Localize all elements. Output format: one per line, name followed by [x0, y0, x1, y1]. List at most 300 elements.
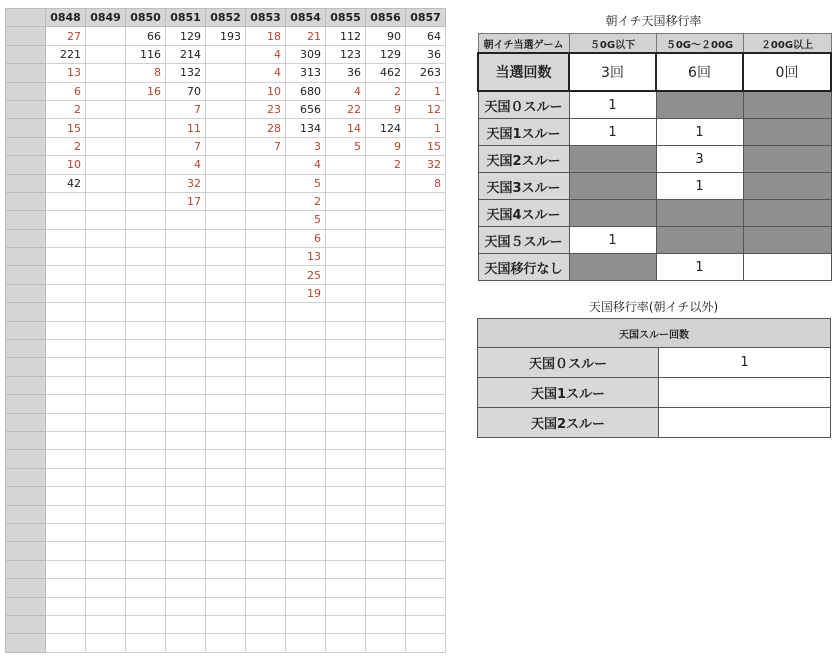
grid-cell[interactable]: 8 [126, 64, 166, 82]
grid-cell[interactable]: 15 [46, 119, 86, 137]
grid-cell[interactable] [46, 321, 86, 339]
grid-cell[interactable]: 7 [166, 137, 206, 155]
grid-cell[interactable] [86, 523, 126, 541]
table2-cell[interactable] [659, 408, 831, 438]
grid-cell[interactable] [246, 321, 286, 339]
grid-cell[interactable] [206, 303, 246, 321]
grid-cell[interactable]: 6 [286, 229, 326, 247]
grid-cell[interactable] [206, 100, 246, 118]
row-header[interactable] [6, 358, 46, 376]
grid-cell[interactable] [166, 450, 206, 468]
column-header[interactable]: 0849 [86, 9, 126, 27]
grid-cell[interactable] [326, 284, 366, 302]
grid-cell[interactable] [126, 542, 166, 560]
grid-cell[interactable] [366, 211, 406, 229]
table1-cell[interactable] [743, 254, 831, 281]
grid-cell[interactable] [166, 413, 206, 431]
grid-cell[interactable] [86, 615, 126, 633]
grid-cell[interactable] [366, 505, 406, 523]
grid-cell[interactable] [326, 487, 366, 505]
grid-cell[interactable] [326, 615, 366, 633]
table1-cell[interactable] [569, 200, 656, 227]
row-header[interactable] [6, 450, 46, 468]
grid-cell[interactable] [86, 229, 126, 247]
row-header[interactable] [6, 542, 46, 560]
grid-cell[interactable] [246, 211, 286, 229]
grid-cell[interactable]: 36 [326, 64, 366, 82]
grid-cell[interactable] [286, 634, 326, 652]
grid-cell[interactable]: 4 [326, 82, 366, 100]
grid-cell[interactable] [86, 156, 126, 174]
grid-cell[interactable] [366, 284, 406, 302]
grid-cell[interactable] [166, 487, 206, 505]
grid-cell[interactable] [86, 376, 126, 394]
column-header[interactable]: 0857 [406, 9, 446, 27]
grid-cell[interactable] [86, 597, 126, 615]
grid-cell[interactable] [326, 560, 366, 578]
grid-cell[interactable]: 13 [286, 248, 326, 266]
grid-cell[interactable] [46, 597, 86, 615]
grid-cell[interactable] [206, 615, 246, 633]
grid-cell[interactable] [86, 303, 126, 321]
grid-cell[interactable] [46, 358, 86, 376]
grid-cell[interactable] [246, 523, 286, 541]
table1-cell[interactable] [656, 200, 743, 227]
grid-cell[interactable] [286, 523, 326, 541]
row-header[interactable] [6, 487, 46, 505]
grid-cell[interactable]: 4 [246, 45, 286, 63]
grid-cell[interactable] [126, 431, 166, 449]
grid-cell[interactable]: 193 [206, 27, 246, 45]
grid-cell[interactable] [366, 487, 406, 505]
grid-cell[interactable]: 66 [126, 27, 166, 45]
grid-cell[interactable]: 16 [126, 82, 166, 100]
grid-cell[interactable] [286, 560, 326, 578]
grid-cell[interactable] [286, 615, 326, 633]
grid-cell[interactable]: 214 [166, 45, 206, 63]
grid-cell[interactable] [46, 229, 86, 247]
grid-cell[interactable] [366, 303, 406, 321]
grid-cell[interactable] [326, 597, 366, 615]
row-header[interactable] [6, 560, 46, 578]
grid-cell[interactable] [326, 523, 366, 541]
column-header[interactable]: 0852 [206, 9, 246, 27]
grid-cell[interactable]: 23 [246, 100, 286, 118]
grid-cell[interactable]: 90 [366, 27, 406, 45]
row-header[interactable] [6, 45, 46, 63]
grid-cell[interactable] [286, 340, 326, 358]
grid-cell[interactable] [406, 248, 446, 266]
grid-cell[interactable] [86, 413, 126, 431]
grid-cell[interactable] [246, 156, 286, 174]
grid-cell[interactable] [126, 358, 166, 376]
grid-cell[interactable] [46, 376, 86, 394]
grid-cell[interactable] [86, 192, 126, 210]
grid-cell[interactable] [206, 174, 246, 192]
grid-cell[interactable] [166, 560, 206, 578]
grid-cell[interactable] [126, 137, 166, 155]
grid-cell[interactable] [406, 579, 446, 597]
grid-cell[interactable] [246, 303, 286, 321]
grid-cell[interactable]: 27 [46, 27, 86, 45]
grid-cell[interactable] [326, 229, 366, 247]
grid-cell[interactable]: 28 [246, 119, 286, 137]
grid-cell[interactable] [326, 431, 366, 449]
grid-cell[interactable] [126, 376, 166, 394]
grid-cell[interactable] [126, 560, 166, 578]
grid-cell[interactable] [46, 615, 86, 633]
grid-cell[interactable] [126, 395, 166, 413]
grid-cell[interactable] [46, 560, 86, 578]
grid-cell[interactable] [46, 266, 86, 284]
grid-cell[interactable] [166, 303, 206, 321]
column-header[interactable]: 0853 [246, 9, 286, 27]
grid-cell[interactable]: 19 [286, 284, 326, 302]
grid-cell[interactable] [206, 431, 246, 449]
grid-cell[interactable] [406, 431, 446, 449]
grid-cell[interactable] [406, 634, 446, 652]
table1-cell[interactable] [743, 146, 831, 173]
grid-cell[interactable] [366, 450, 406, 468]
row-header[interactable] [6, 505, 46, 523]
grid-cell[interactable]: 5 [326, 137, 366, 155]
row-header[interactable] [6, 303, 46, 321]
row-header[interactable] [6, 413, 46, 431]
grid-cell[interactable]: 15 [406, 137, 446, 155]
grid-cell[interactable] [206, 358, 246, 376]
grid-cell[interactable] [126, 579, 166, 597]
grid-cell[interactable] [406, 266, 446, 284]
grid-cell[interactable] [206, 229, 246, 247]
grid-cell[interactable] [246, 192, 286, 210]
row-header[interactable] [6, 248, 46, 266]
grid-cell[interactable] [126, 413, 166, 431]
row-header[interactable] [6, 615, 46, 633]
grid-cell[interactable] [126, 321, 166, 339]
grid-cell[interactable] [166, 505, 206, 523]
grid-cell[interactable] [166, 523, 206, 541]
grid-cell[interactable]: 36 [406, 45, 446, 63]
grid-cell[interactable] [86, 579, 126, 597]
grid-cell[interactable] [206, 395, 246, 413]
grid-cell[interactable] [326, 413, 366, 431]
grid-cell[interactable] [126, 156, 166, 174]
grid-cell[interactable] [86, 137, 126, 155]
grid-cell[interactable]: 1 [406, 119, 446, 137]
grid-cell[interactable] [126, 468, 166, 486]
grid-cell[interactable] [326, 266, 366, 284]
grid-cell[interactable] [406, 229, 446, 247]
grid-cell[interactable] [326, 376, 366, 394]
table1-cell[interactable]: 1 [569, 227, 656, 254]
grid-cell[interactable] [126, 303, 166, 321]
grid-cell[interactable] [86, 82, 126, 100]
grid-cell[interactable] [366, 376, 406, 394]
grid-cell[interactable] [206, 45, 246, 63]
grid-cell[interactable]: 1 [406, 82, 446, 100]
grid-cell[interactable] [246, 505, 286, 523]
grid-cell[interactable] [406, 395, 446, 413]
column-header[interactable]: 0855 [326, 9, 366, 27]
grid-cell[interactable]: 5 [286, 174, 326, 192]
grid-cell[interactable]: 13 [46, 64, 86, 82]
grid-cell[interactable] [86, 395, 126, 413]
grid-cell[interactable]: 14 [326, 119, 366, 137]
grid-cell[interactable]: 123 [326, 45, 366, 63]
grid-cell[interactable] [166, 321, 206, 339]
grid-cell[interactable] [46, 505, 86, 523]
grid-cell[interactable] [166, 266, 206, 284]
row-header[interactable] [6, 284, 46, 302]
grid-cell[interactable] [406, 523, 446, 541]
grid-cell[interactable] [166, 358, 206, 376]
grid-cell[interactable] [206, 284, 246, 302]
grid-cell[interactable] [406, 303, 446, 321]
column-header[interactable]: 0851 [166, 9, 206, 27]
grid-cell[interactable] [366, 468, 406, 486]
grid-cell[interactable] [206, 340, 246, 358]
grid-cell[interactable] [206, 321, 246, 339]
grid-cell[interactable] [366, 266, 406, 284]
grid-cell[interactable] [366, 358, 406, 376]
grid-cell[interactable] [326, 395, 366, 413]
grid-cell[interactable] [126, 487, 166, 505]
grid-cell[interactable] [246, 413, 286, 431]
grid-cell[interactable] [246, 487, 286, 505]
grid-cell[interactable] [286, 358, 326, 376]
grid-cell[interactable] [166, 468, 206, 486]
grid-cell[interactable] [206, 82, 246, 100]
grid-cell[interactable] [126, 505, 166, 523]
grid-cell[interactable]: 42 [46, 174, 86, 192]
table2-cell[interactable] [659, 378, 831, 408]
grid-cell[interactable] [86, 560, 126, 578]
wins-cell[interactable]: 6回 [656, 53, 743, 91]
grid-cell[interactable] [126, 615, 166, 633]
grid-cell[interactable]: 70 [166, 82, 206, 100]
grid-cell[interactable] [126, 340, 166, 358]
grid-cell[interactable] [126, 119, 166, 137]
grid-cell[interactable] [326, 174, 366, 192]
grid-cell[interactable] [366, 192, 406, 210]
table1-cell[interactable]: 1 [569, 119, 656, 146]
grid-cell[interactable] [46, 468, 86, 486]
grid-cell[interactable] [166, 211, 206, 229]
grid-cell[interactable] [406, 211, 446, 229]
grid-cell[interactable]: 64 [406, 27, 446, 45]
row-header[interactable] [6, 192, 46, 210]
grid-cell[interactable] [86, 634, 126, 652]
grid-cell[interactable] [86, 211, 126, 229]
grid-cell[interactable] [326, 303, 366, 321]
grid-cell[interactable] [406, 284, 446, 302]
grid-cell[interactable] [206, 119, 246, 137]
row-header[interactable] [6, 321, 46, 339]
grid-cell[interactable] [206, 505, 246, 523]
grid-cell[interactable]: 134 [286, 119, 326, 137]
grid-cell[interactable] [406, 487, 446, 505]
grid-cell[interactable]: 21 [286, 27, 326, 45]
grid-cell[interactable] [206, 468, 246, 486]
grid-cell[interactable] [166, 579, 206, 597]
grid-cell[interactable] [326, 340, 366, 358]
table1-cell[interactable] [656, 227, 743, 254]
grid-cell[interactable] [166, 634, 206, 652]
row-header[interactable] [6, 211, 46, 229]
grid-cell[interactable]: 25 [286, 266, 326, 284]
grid-cell[interactable] [326, 579, 366, 597]
grid-cell[interactable] [246, 358, 286, 376]
grid-cell[interactable] [206, 523, 246, 541]
table1-cell[interactable]: 1 [656, 119, 743, 146]
grid-cell[interactable] [86, 266, 126, 284]
grid-cell[interactable] [86, 321, 126, 339]
grid-cell[interactable] [46, 303, 86, 321]
grid-cell[interactable] [206, 542, 246, 560]
grid-cell[interactable] [166, 376, 206, 394]
table1-cell[interactable] [743, 227, 831, 254]
grid-cell[interactable] [166, 597, 206, 615]
grid-cell[interactable]: 10 [46, 156, 86, 174]
grid-cell[interactable]: 7 [166, 100, 206, 118]
grid-cell[interactable] [86, 468, 126, 486]
grid-cell[interactable] [366, 560, 406, 578]
grid-cell[interactable]: 656 [286, 100, 326, 118]
row-header[interactable] [6, 597, 46, 615]
table1-cell[interactable]: 1 [569, 91, 656, 119]
grid-cell[interactable] [86, 64, 126, 82]
row-header[interactable] [6, 174, 46, 192]
grid-cell[interactable] [46, 523, 86, 541]
column-header[interactable]: 0854 [286, 9, 326, 27]
table1-cell[interactable] [743, 119, 831, 146]
grid-cell[interactable] [406, 560, 446, 578]
grid-cell[interactable] [166, 248, 206, 266]
grid-cell[interactable] [246, 450, 286, 468]
grid-cell[interactable] [86, 505, 126, 523]
grid-cell[interactable]: 2 [286, 192, 326, 210]
grid-cell[interactable] [46, 542, 86, 560]
grid-cell[interactable]: 5 [286, 211, 326, 229]
grid-cell[interactable] [326, 450, 366, 468]
grid-cell[interactable] [406, 340, 446, 358]
grid-cell[interactable] [286, 487, 326, 505]
grid-cell[interactable] [86, 174, 126, 192]
grid-cell[interactable]: 2 [46, 137, 86, 155]
grid-cell[interactable] [126, 100, 166, 118]
table1-cell[interactable] [743, 173, 831, 200]
grid-cell[interactable]: 6 [46, 82, 86, 100]
grid-cell[interactable] [86, 45, 126, 63]
grid-cell[interactable] [46, 192, 86, 210]
grid-cell[interactable]: 12 [406, 100, 446, 118]
grid-cell[interactable] [206, 634, 246, 652]
grid-cell[interactable] [366, 579, 406, 597]
grid-cell[interactable] [46, 579, 86, 597]
grid-cell[interactable] [406, 321, 446, 339]
row-header[interactable] [6, 266, 46, 284]
grid-cell[interactable] [46, 431, 86, 449]
grid-cell[interactable] [366, 321, 406, 339]
grid-cell[interactable] [286, 395, 326, 413]
wins-cell[interactable]: 3回 [569, 53, 656, 91]
grid-cell[interactable]: 116 [126, 45, 166, 63]
grid-cell[interactable]: 221 [46, 45, 86, 63]
grid-cell[interactable] [366, 413, 406, 431]
grid-cell[interactable] [366, 174, 406, 192]
table1-cell[interactable] [569, 146, 656, 173]
grid-cell[interactable] [286, 542, 326, 560]
table1-cell[interactable] [743, 91, 831, 119]
grid-cell[interactable] [86, 284, 126, 302]
grid-cell[interactable] [126, 284, 166, 302]
grid-cell[interactable] [246, 634, 286, 652]
row-header[interactable] [6, 523, 46, 541]
grid-cell[interactable]: 4 [286, 156, 326, 174]
grid-cell[interactable] [286, 450, 326, 468]
table1-cell[interactable]: 1 [656, 254, 743, 281]
grid-cell[interactable]: 22 [326, 100, 366, 118]
grid-cell[interactable] [166, 431, 206, 449]
grid-cell[interactable] [166, 229, 206, 247]
grid-cell[interactable] [406, 450, 446, 468]
table2-cell[interactable]: 1 [659, 348, 831, 378]
grid-cell[interactable] [86, 27, 126, 45]
grid-cell[interactable] [406, 376, 446, 394]
grid-cell[interactable] [286, 468, 326, 486]
grid-cell[interactable]: 263 [406, 64, 446, 82]
grid-cell[interactable] [166, 395, 206, 413]
column-header[interactable]: 0856 [366, 9, 406, 27]
grid-cell[interactable] [206, 156, 246, 174]
grid-cell[interactable]: 9 [366, 137, 406, 155]
table1-cell[interactable] [569, 254, 656, 281]
grid-cell[interactable] [246, 284, 286, 302]
grid-cell[interactable] [206, 450, 246, 468]
grid-cell[interactable] [406, 358, 446, 376]
grid-cell[interactable] [126, 192, 166, 210]
grid-cell[interactable] [126, 174, 166, 192]
grid-cell[interactable] [46, 413, 86, 431]
grid-cell[interactable]: 129 [366, 45, 406, 63]
grid-cell[interactable] [86, 358, 126, 376]
grid-cell[interactable]: 2 [46, 100, 86, 118]
grid-cell[interactable] [206, 579, 246, 597]
row-header[interactable] [6, 64, 46, 82]
grid-cell[interactable]: 32 [166, 174, 206, 192]
grid-cell[interactable] [126, 597, 166, 615]
grid-cell[interactable] [46, 450, 86, 468]
grid-cell[interactable]: 309 [286, 45, 326, 63]
grid-cell[interactable] [86, 119, 126, 137]
grid-cell[interactable] [166, 340, 206, 358]
grid-cell[interactable]: 124 [366, 119, 406, 137]
grid-cell[interactable] [86, 450, 126, 468]
grid-cell[interactable] [206, 487, 246, 505]
grid-cell[interactable] [46, 395, 86, 413]
grid-cell[interactable] [166, 284, 206, 302]
grid-cell[interactable] [246, 560, 286, 578]
wins-cell[interactable]: 0回 [743, 53, 831, 91]
grid-cell[interactable]: 32 [406, 156, 446, 174]
grid-cell[interactable] [86, 248, 126, 266]
grid-cell[interactable] [166, 615, 206, 633]
grid-cell[interactable] [206, 64, 246, 82]
grid-cell[interactable] [286, 579, 326, 597]
grid-cell[interactable] [246, 229, 286, 247]
grid-cell[interactable] [246, 340, 286, 358]
grid-cell[interactable] [206, 192, 246, 210]
